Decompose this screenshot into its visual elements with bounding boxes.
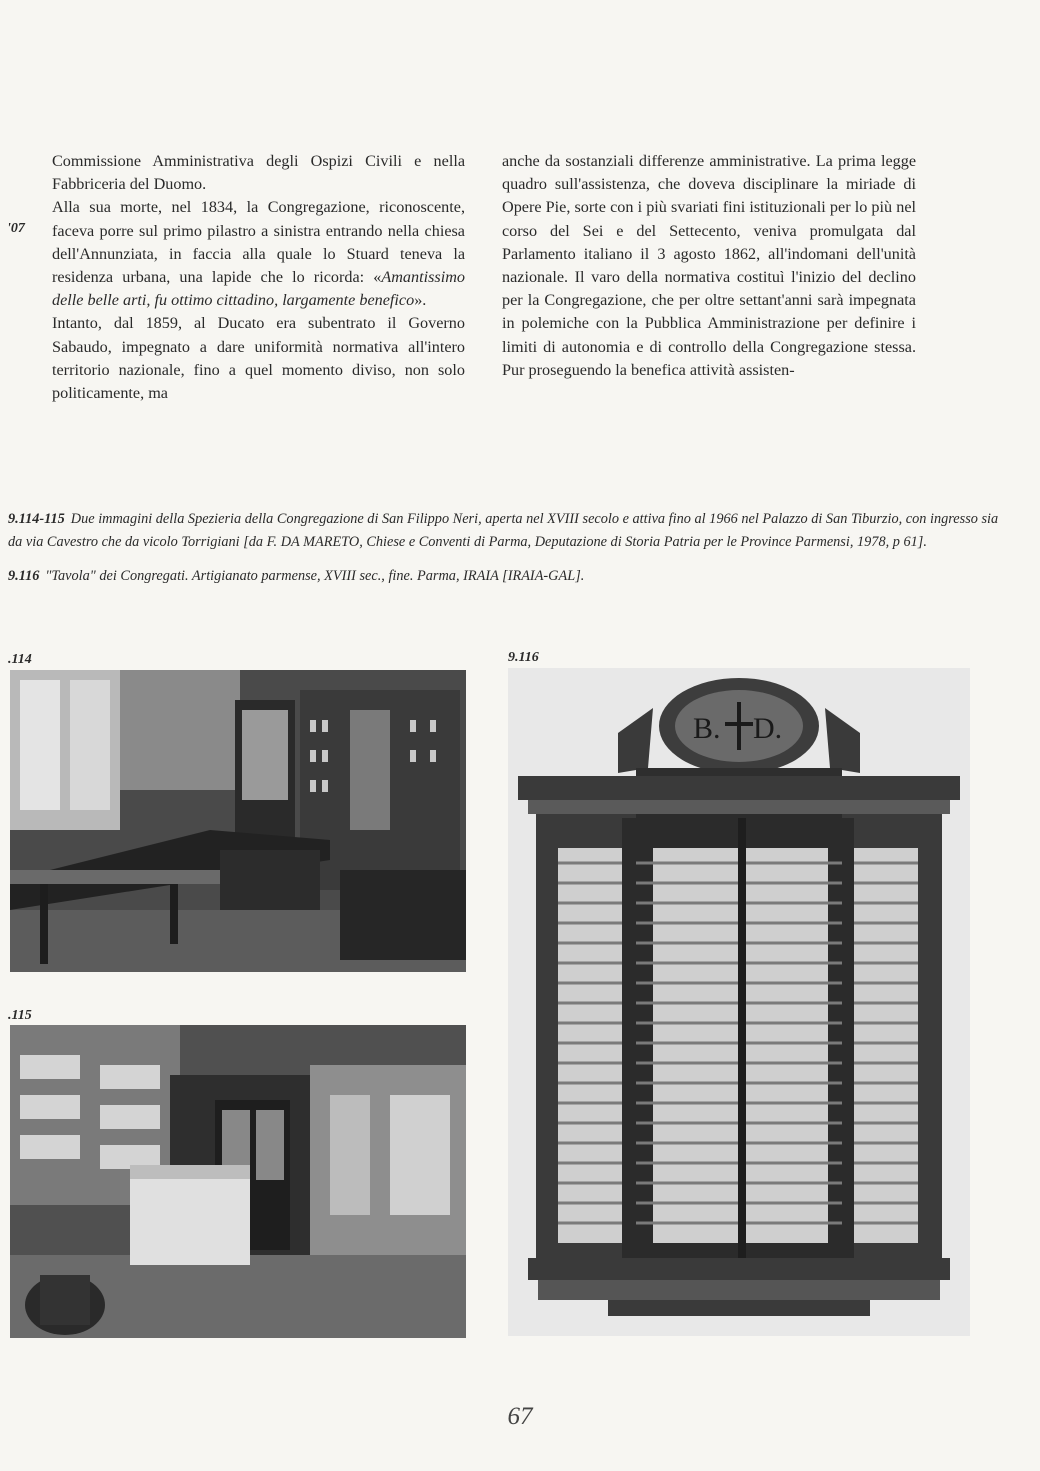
plaque-letter-right: D.	[753, 712, 783, 745]
left-paragraph-2	[52, 196, 465, 312]
right-paragraph-1: anche da sostanziali differenze amministrative. La prima legge quadro sull'assistenza, che doveva disciplinare la miriade di Opere Pie, sorte con i più svariati fini istituzionali per lo più nel corso del Sei e del Settecento, veniva promulgata dal Parlamento italiano il 3 agosto 1862, all'indomani dell'unità nazionale. Il varo della normativa costituì l'inizio del declino per la Congregazione, che per oltre settant'anni sarà impegnata in polemiche con la Pubblica Amministrazione per definire i limiti di autonomia e di controllo della Congregazione stessa. Pur proseguendo la benefica attività assisten-	[502, 152, 916, 379]
right-text-column	[502, 150, 916, 382]
caption-114-115	[8, 508, 1008, 554]
plaque-letter-left: B.	[693, 712, 721, 745]
figure-label-116: 9.116	[508, 650, 539, 665]
photo-pharmacy-interior-115	[10, 1025, 466, 1338]
figure-label-115: .115	[8, 1008, 32, 1023]
left-paragraph-2-start: Alla sua morte, nel 1834, la Congregazione, riconoscente, faceva porre sul primo pilastro a sinistra entrando nella chiesa dell'Annunziata, in faccia alla quale lo Stuard teneva la residenza urbana, una lapide che lo ricorda: «	[52, 198, 465, 287]
caption-text: "Tavola" dei Congregati. Artigianato parmense, XVIII sec., fine. Parma, IRAIA [IRAIA-GAL].	[45, 568, 585, 584]
photo-tavola-dei-congregati-116	[508, 668, 970, 1336]
page-number: 67	[507, 1403, 533, 1430]
marginal-note-number: '07	[7, 221, 25, 236]
photo-pharmacy-interior-114	[10, 670, 466, 972]
left-paragraph-3: Intanto, dal 1859, al Ducato era subentrato il Governo Sabaudo, impegnato a dare uniformità normativa all'intero territorio nazionale, fino a quel momento diviso, non solo politicamente, ma	[52, 314, 465, 403]
caption-text: Due immagini della Spezieria della Congregazione di San Filippo Neri, aperta nel XVIII secolo e attiva fino al 1966 nel Palazzo di San Tiburzio, con ingresso sia da via Cavestro che da vicolo Torrigiani [da F. DA MARETO, Chiese e Conventi di Parma, Deputazione di Storia Patria per le Province Parmensi, 1978, p 61].	[8, 511, 999, 550]
figure-captions	[8, 508, 1008, 588]
left-text-column	[52, 150, 465, 405]
caption-number: 9.114-115	[8, 511, 65, 527]
left-paragraph-1: Commissione Amministrativa degli Ospizi Civili e nella Fabbriceria del Duomo.	[52, 152, 465, 194]
epigraph-quote: Amantissimo delle belle arti, fu ottimo cittadino, largamente benefico	[52, 268, 465, 310]
caption-number: 9.116	[8, 568, 40, 584]
caption-116	[8, 565, 1008, 588]
figure-label-114: .114	[8, 652, 32, 667]
left-paragraph-2-end: ».	[414, 291, 427, 310]
